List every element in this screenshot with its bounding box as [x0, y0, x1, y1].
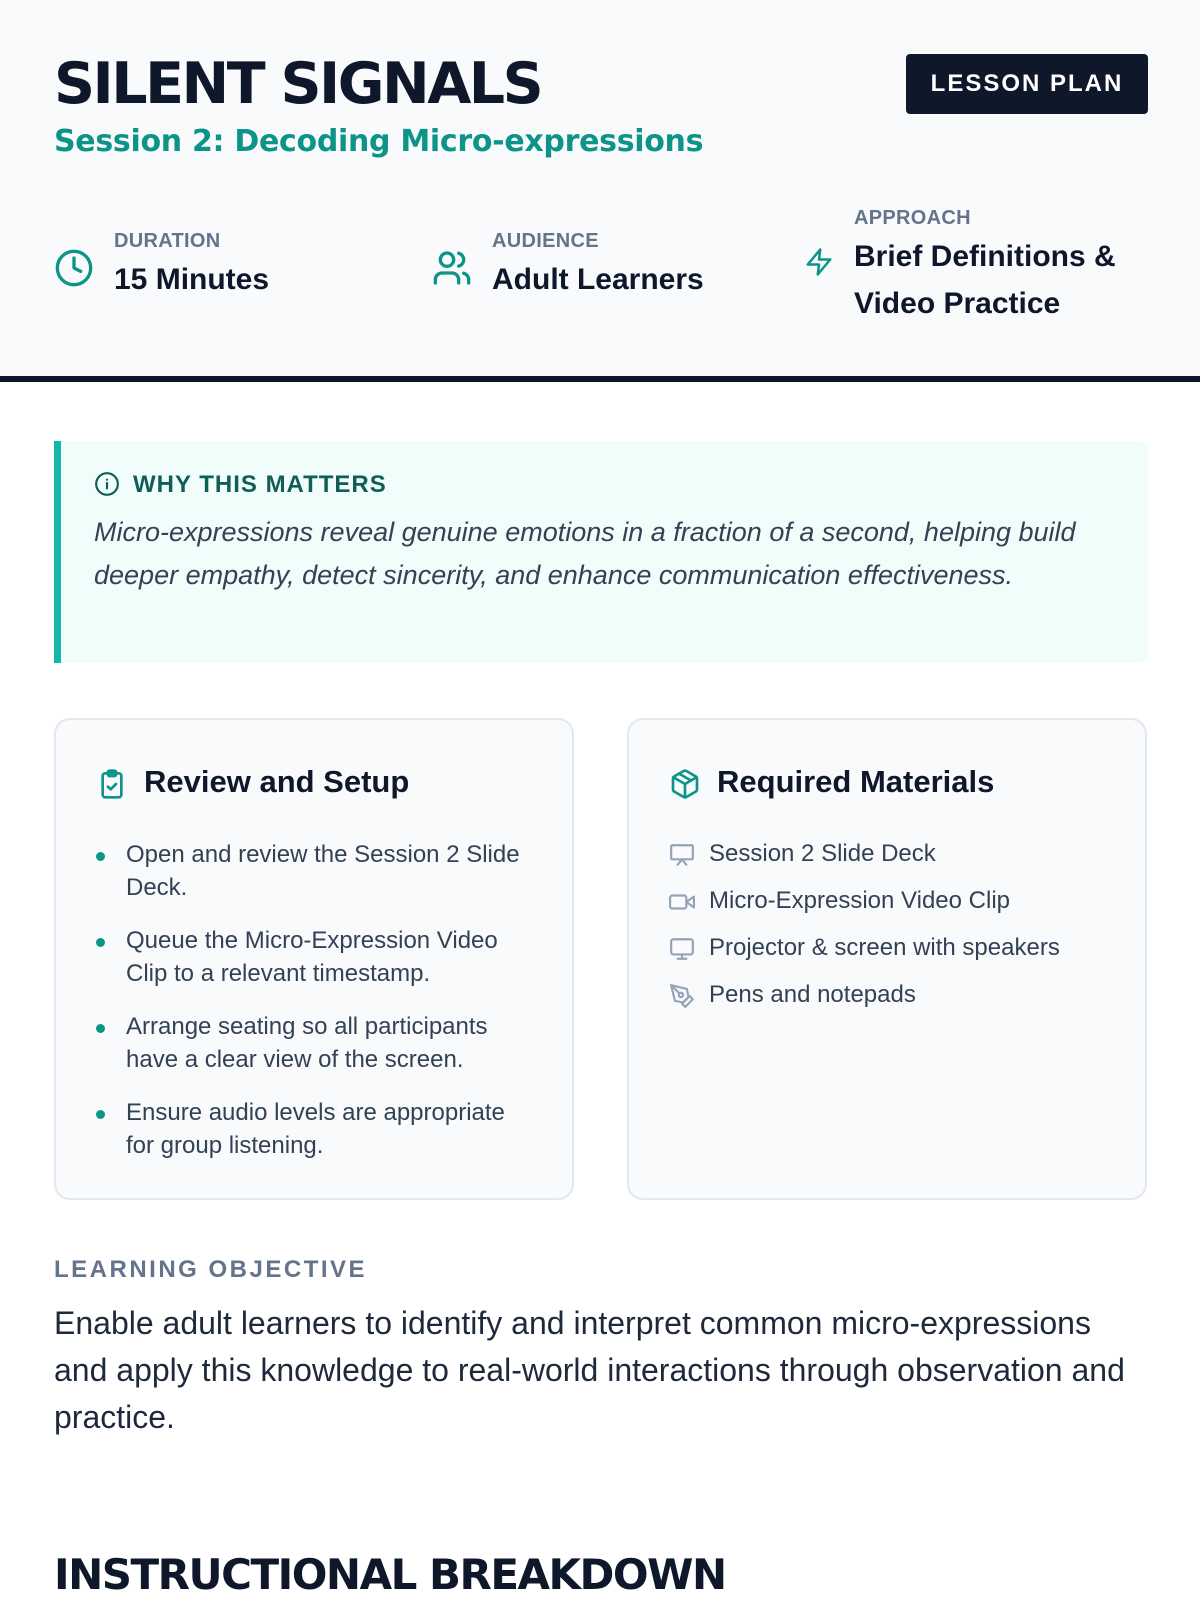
- list-item: Ensure audio levels are appropriate for group listening.: [96, 1096, 536, 1162]
- section-title: INSTRUCTIONAL BREAKDOWN: [54, 1550, 726, 1599]
- package-icon: [669, 768, 701, 800]
- presentation-icon: [669, 842, 695, 868]
- clipboard-check-icon: [96, 768, 128, 800]
- material-item: Micro-Expression Video Clip: [669, 877, 1060, 924]
- why-heading: WHY THIS MATTERS: [133, 471, 387, 498]
- why-text: Micro-expressions reveal genuine emotions in a fraction of a second, helping build deeper empathy, detect sincerity, and enhance communication effectiveness.: [94, 517, 1076, 590]
- users-icon: [432, 248, 472, 288]
- bullet-dot: [96, 1110, 105, 1119]
- meta-approach-value: Brief Definitions & Video Practice: [854, 240, 1116, 320]
- material-item: Session 2 Slide Deck: [669, 830, 1060, 877]
- info-icon: [94, 471, 120, 497]
- meta-audience-value: Adult Learners: [492, 263, 704, 296]
- monitor-icon: [669, 936, 695, 962]
- list-item: Open and review the Session 2 Slide Deck.: [96, 838, 536, 904]
- pen-icon: [669, 983, 695, 1009]
- material-item: Pens and notepads: [669, 971, 1060, 1018]
- objective-label: LEARNING OBJECTIVE: [54, 1256, 368, 1283]
- list-item: Queue the Micro-Expression Video Clip to a relevant timestamp.: [96, 924, 536, 990]
- video-icon: [669, 889, 695, 915]
- setup-list: [96, 838, 536, 1182]
- page-title: SILENT SIGNALS: [54, 51, 542, 117]
- card-title: Review and Setup: [144, 764, 410, 799]
- clock-icon: [54, 248, 94, 288]
- meta-duration-label: DURATION: [114, 230, 221, 252]
- material-item: Projector & screen with speakers: [669, 924, 1060, 971]
- bullet-dot: [96, 938, 105, 947]
- lesson-plan-badge[interactable]: LESSON PLAN: [906, 54, 1148, 114]
- card-title: Required Materials: [717, 764, 995, 799]
- meta-approach-label: APPROACH: [854, 207, 971, 229]
- lesson-header: [0, 0, 1200, 382]
- bullet-dot: [96, 852, 105, 861]
- meta-duration-value: 15 Minutes: [114, 263, 270, 296]
- session-subtitle: Session 2: Decoding Micro-expressions: [54, 124, 704, 159]
- objective-text: Enable adult learners to identify and interpret common micro-expressions and apply this knowledge to real-world interactions through observation and practice.: [54, 1305, 1125, 1435]
- list-item: Arrange seating so all participants have a clear view of the screen.: [96, 1010, 536, 1076]
- materials-list: [669, 830, 1060, 1018]
- meta-audience-label: AUDIENCE: [492, 230, 599, 252]
- bullet-dot: [96, 1024, 105, 1033]
- why-this-matters-callout: [54, 441, 1148, 663]
- lightning-icon: [804, 247, 834, 277]
- required-materials-card: [627, 718, 1147, 1200]
- review-setup-card: [54, 718, 574, 1200]
